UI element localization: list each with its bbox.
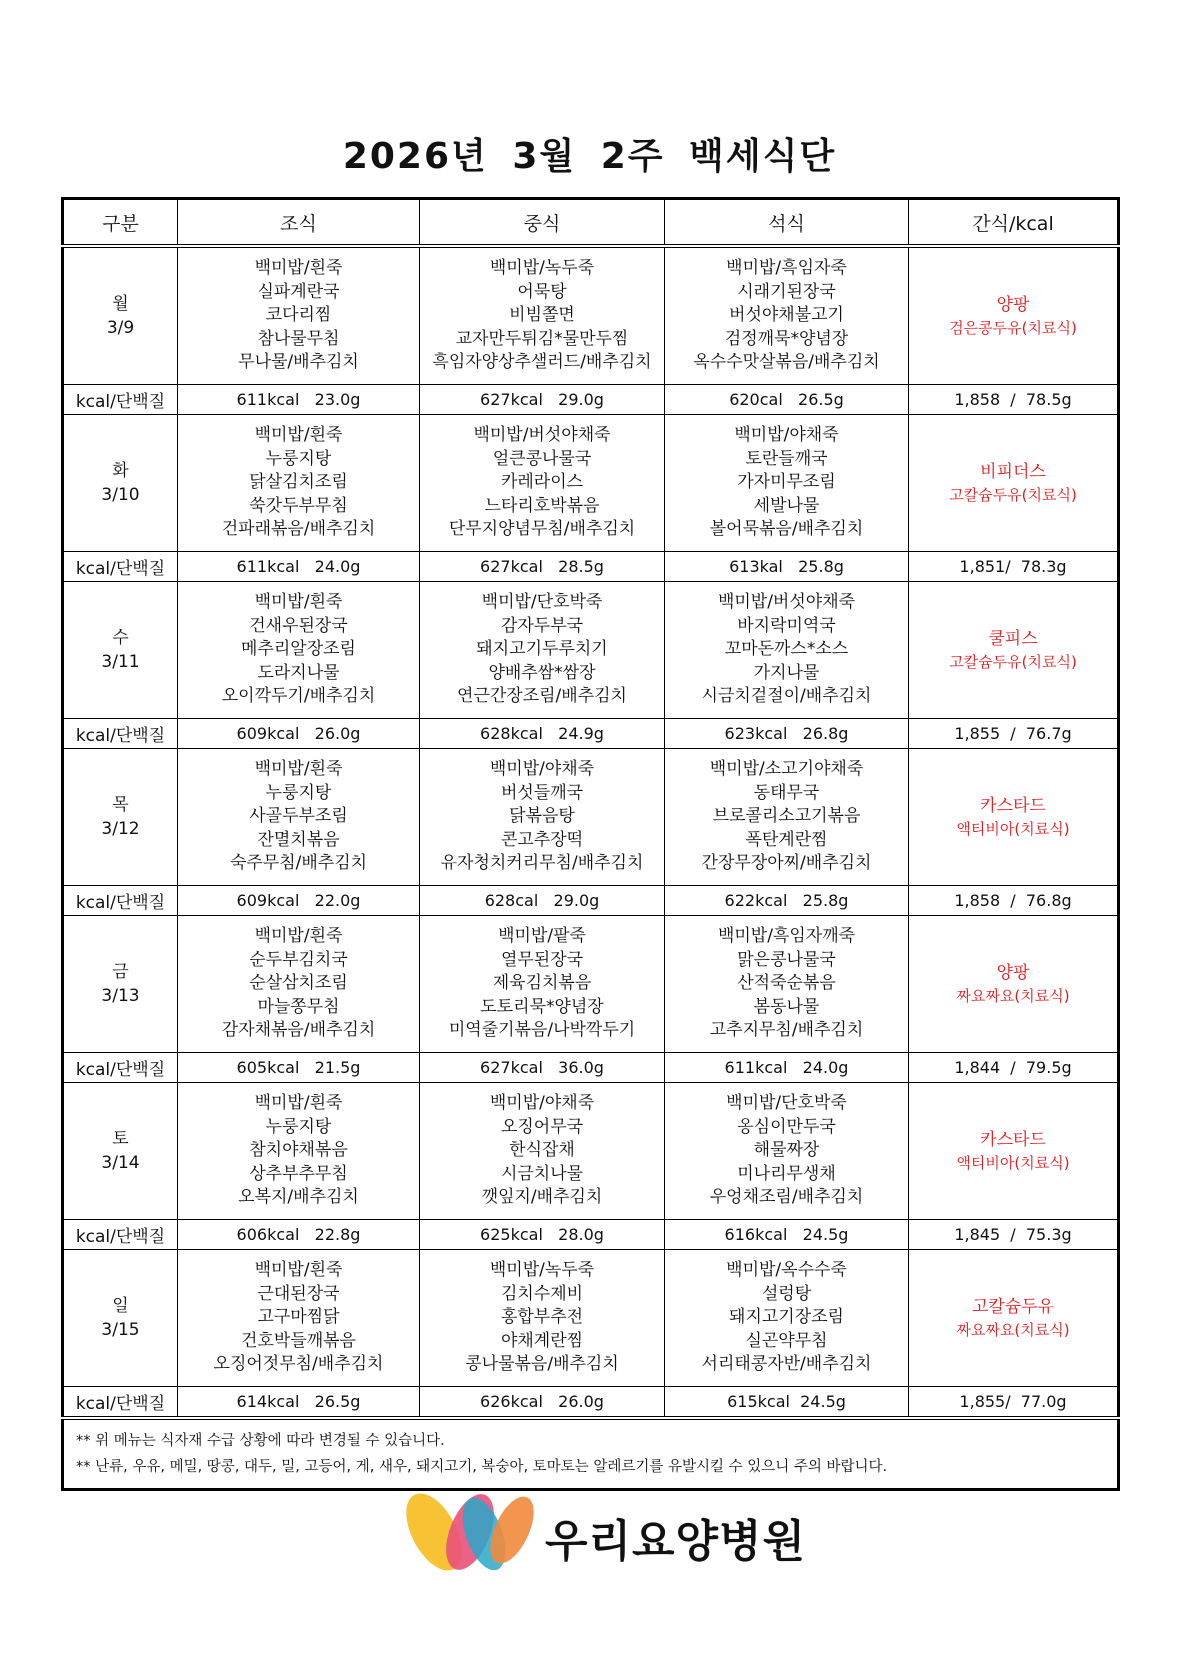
day-date: 3/11 xyxy=(101,652,140,672)
dish-item: 간장무장아찌/배추김치 xyxy=(701,853,872,874)
day-name: 토 xyxy=(112,1129,129,1149)
snack-therapy: 검은콩두유(치료식) xyxy=(949,319,1077,337)
dish-item: 검정깨묵*양념장 xyxy=(724,328,849,349)
kcal-label: kcal/단백질 xyxy=(63,385,178,415)
lunch-cell xyxy=(420,916,665,1053)
kcal-label: kcal/단백질 xyxy=(63,552,178,582)
snack-cell xyxy=(909,582,1119,719)
snack-cell xyxy=(909,916,1119,1053)
dinner-cell xyxy=(665,1250,909,1387)
day-cell xyxy=(63,749,178,886)
kcal-row xyxy=(63,552,1119,582)
day-name: 목 xyxy=(112,795,129,815)
dish-item: 봄동나물 xyxy=(753,996,820,1017)
dish-item: 유자청치커리무침/배추김치 xyxy=(440,853,644,874)
dish-item: 콘고추장떡 xyxy=(500,829,584,850)
dish-item: 쑥갓두부무침 xyxy=(249,495,348,516)
dish-item: 감자두부국 xyxy=(500,615,584,636)
dish-item: 시금치겉절이/배추김치 xyxy=(701,686,872,707)
dish-item: 고구마찜닭 xyxy=(257,1307,340,1328)
dish-item: 어묵탕 xyxy=(517,281,567,302)
dish-item: 백미밥/흑임자깨죽 xyxy=(717,926,856,947)
dish-item: 가지나물 xyxy=(753,662,820,683)
dish-item: 동태무국 xyxy=(753,782,820,803)
dish-item: 흑임자양상추샐러드/배추김치 xyxy=(432,352,652,373)
day-menu-row xyxy=(63,415,1119,552)
kcal-snack: 1,855 / 76.7g xyxy=(909,719,1119,749)
dish-item: 백미밥/버섯야채죽 xyxy=(717,592,856,613)
day-date: 3/9 xyxy=(106,318,135,338)
dish-item: 미역줄기볶음/나박깍두기 xyxy=(448,1020,636,1041)
dish-item: 설렁탕 xyxy=(761,1283,812,1304)
dish-item: 맑은콩나물국 xyxy=(737,949,836,970)
menu-table xyxy=(61,197,1120,1491)
breakfast-cell xyxy=(178,749,420,886)
dish-item: 메추리알장조림 xyxy=(241,639,356,660)
dish-item: 도토리묵*양념장 xyxy=(480,996,604,1017)
day-menu-row xyxy=(63,1083,1119,1220)
note-line: ** 위 메뉴는 식자재 수급 상황에 따라 변경될 수 있습니다. xyxy=(76,1433,445,1449)
snack-name: 비피더스 xyxy=(980,462,1046,482)
dish-item: 건호박들깨볶음 xyxy=(241,1330,356,1351)
dish-item: 서리태콩자반/배추김치 xyxy=(701,1354,872,1375)
kcal-label: kcal/단백질 xyxy=(63,1220,178,1250)
dish-item: 백미밥/단호박죽 xyxy=(481,592,603,613)
kcal-lunch: 627kcal 28.5g xyxy=(420,552,665,582)
kcal-lunch: 628kcal 24.9g xyxy=(420,719,665,749)
day-cell xyxy=(63,582,178,719)
dish-item: 옥수수맛살볶음/배추김치 xyxy=(693,352,880,373)
dinner-cell xyxy=(665,246,909,385)
dish-item: 고추지무침/배추김치 xyxy=(709,1020,864,1041)
day-menu-row xyxy=(63,1250,1119,1387)
snack-therapy: 고칼슘두유(치료식) xyxy=(949,486,1077,504)
snack-therapy: 액티비아(치료식) xyxy=(956,820,1070,838)
dish-item: 얼큰콩나물국 xyxy=(492,448,592,469)
day-menu-row xyxy=(63,582,1119,719)
dish-item: 백미밥/흰죽 xyxy=(254,258,343,279)
dish-item: 버섯야채불고기 xyxy=(729,305,844,326)
dish-item: 백미밥/야채죽 xyxy=(489,759,595,780)
day-cell xyxy=(63,415,178,552)
kcal-breakfast: 611kcal 24.0g xyxy=(178,552,420,582)
dish-item: 잔멸치볶음 xyxy=(257,829,340,850)
day-cell xyxy=(63,1083,178,1220)
page-title: 2026년 3월 2주 백세식단 xyxy=(342,136,837,177)
day-name: 일 xyxy=(112,1296,129,1316)
dish-item: 김치수제비 xyxy=(500,1283,584,1304)
dish-item: 시금치나물 xyxy=(500,1163,584,1184)
dinner-cell xyxy=(665,582,909,719)
kcal-dinner: 616kcal 24.5g xyxy=(665,1220,909,1250)
snack-cell xyxy=(909,415,1119,552)
day-menu-row xyxy=(63,749,1119,886)
dish-item: 백미밥/야채죽 xyxy=(489,1093,595,1114)
note-line: ** 난류, 우유, 메밀, 땅콩, 대두, 밀, 고등어, 게, 새우, 돼지고기, 복숭아, 토마토는 알레르기를 유발시킬 수 있으니 주의 바랍니다. xyxy=(76,1459,888,1475)
dish-item: 양배추쌈*쌈장 xyxy=(488,662,596,683)
snack-cell xyxy=(909,749,1119,886)
notes-cell xyxy=(63,1418,1119,1490)
kcal-snack: 1,844 / 79.5g xyxy=(909,1053,1119,1083)
day-date: 3/10 xyxy=(101,485,140,505)
kcal-snack: 1,845 / 75.3g xyxy=(909,1220,1119,1250)
dinner-cell xyxy=(665,749,909,886)
dinner-cell xyxy=(665,916,909,1053)
dish-item: 마늘쫑무침 xyxy=(257,996,340,1017)
lunch-cell xyxy=(420,1250,665,1387)
dish-item: 열무된장국 xyxy=(500,949,584,970)
dish-item: 사골두부조림 xyxy=(249,806,348,827)
dish-item: 바지락미역국 xyxy=(737,615,836,636)
dish-item: 꼬마돈까스*소스 xyxy=(724,639,849,660)
kcal-row xyxy=(63,1053,1119,1083)
kcal-snack: 1,851/ 78.3g xyxy=(909,552,1119,582)
dish-item: 백미밥/흰죽 xyxy=(254,926,343,947)
dish-item: 옹심이만두국 xyxy=(737,1116,836,1137)
kcal-label: kcal/단백질 xyxy=(63,1053,178,1083)
breakfast-cell xyxy=(178,1083,420,1220)
day-name: 월 xyxy=(112,294,129,314)
dish-item: 폭탄계란찜 xyxy=(745,829,828,850)
dish-item: 느타리호박볶음 xyxy=(484,495,600,516)
menu-body xyxy=(63,246,1119,1418)
dish-item: 백미밥/옥수수죽 xyxy=(726,1260,847,1281)
kcal-lunch: 627kcal 29.0g xyxy=(420,385,665,415)
dish-item: 백미밥/녹두죽 xyxy=(489,258,595,279)
lunch-cell xyxy=(420,415,665,552)
dish-item: 근대된장국 xyxy=(257,1283,340,1304)
dinner-cell xyxy=(665,415,909,552)
dish-item: 무나물/배추김치 xyxy=(238,352,359,373)
breakfast-cell xyxy=(178,1250,420,1387)
day-date: 3/14 xyxy=(101,1153,140,1173)
dish-item: 백미밥/녹두죽 xyxy=(489,1260,595,1281)
dish-item: 순두부김치국 xyxy=(249,949,348,970)
kcal-snack: 1,858 / 78.5g xyxy=(909,385,1119,415)
kcal-dinner: 615kcal 24.5g xyxy=(665,1387,909,1419)
dish-item: 참나물무침 xyxy=(257,328,340,349)
dish-item: 참치야채볶음 xyxy=(249,1140,348,1161)
day-name: 화 xyxy=(112,461,129,481)
snack-name: 고칼슘두유 xyxy=(971,1297,1055,1317)
snack-name: 카스타드 xyxy=(980,796,1046,816)
lunch-cell xyxy=(420,246,665,385)
dish-item: 볼어묵볶음/배추김치 xyxy=(709,519,864,540)
dish-item: 누룽지탕 xyxy=(265,1116,332,1137)
dish-item: 홍합부추전 xyxy=(500,1307,584,1328)
kcal-label: kcal/단백질 xyxy=(63,886,178,916)
day-name: 수 xyxy=(112,628,129,648)
dish-item: 백미밥/흑임자죽 xyxy=(726,258,847,279)
dish-item: 깻잎지/배추김치 xyxy=(481,1187,603,1208)
day-menu-row xyxy=(63,246,1119,385)
lunch-cell xyxy=(420,582,665,719)
kcal-breakfast: 609kcal 26.0g xyxy=(178,719,420,749)
dish-item: 세발나물 xyxy=(753,495,820,516)
snack-therapy: 액티비아(치료식) xyxy=(956,1154,1070,1172)
kcal-row xyxy=(63,1220,1119,1250)
dish-item: 야채계란찜 xyxy=(500,1330,584,1351)
dish-item: 가자미무조림 xyxy=(737,472,836,493)
dish-item: 도라지나물 xyxy=(257,662,340,683)
dish-item: 백미밥/소고기야채죽 xyxy=(709,759,864,780)
dish-item: 감자채볶음/배추김치 xyxy=(221,1020,376,1041)
dish-item: 미나리무생채 xyxy=(737,1163,836,1184)
kcal-row xyxy=(63,1387,1119,1419)
dish-item: 실파계란국 xyxy=(257,281,340,302)
dish-item: 백미밥/흰죽 xyxy=(254,592,343,613)
lunch-cell xyxy=(420,749,665,886)
dish-item: 오이깍두기/배추김치 xyxy=(221,686,376,707)
breakfast-cell xyxy=(178,246,420,385)
dish-item: 제육김치볶음 xyxy=(492,973,592,994)
breakfast-cell xyxy=(178,916,420,1053)
dish-item: 오징어젓무침/배추김치 xyxy=(213,1354,384,1375)
dish-item: 콩나물볶음/배추김치 xyxy=(465,1354,619,1375)
kcal-breakfast: 614kcal 26.5g xyxy=(178,1387,420,1419)
snack-cell xyxy=(909,1250,1119,1387)
kcal-lunch: 626kcal 26.0g xyxy=(420,1387,665,1419)
dish-item: 순살삼치조림 xyxy=(249,973,348,994)
snack-therapy: 짜요짜요(치료식) xyxy=(956,1321,1070,1339)
kcal-breakfast: 605kcal 21.5g xyxy=(178,1053,420,1083)
kcal-dinner: 613kal 25.8g xyxy=(665,552,909,582)
dish-item: 토란들깨국 xyxy=(745,448,828,469)
dish-item: 누룽지탕 xyxy=(265,782,332,803)
dish-item: 한식잡채 xyxy=(509,1140,575,1161)
dish-item: 비빔쫄면 xyxy=(509,305,575,326)
dish-item: 산적죽순볶음 xyxy=(737,973,836,994)
snack-name: 양팡 xyxy=(996,963,1030,983)
header-breakfast: 조식 xyxy=(178,199,420,247)
lunch-cell xyxy=(420,1083,665,1220)
kcal-dinner: 622kcal 25.8g xyxy=(665,886,909,916)
kcal-breakfast: 609kcal 22.0g xyxy=(178,886,420,916)
kcal-lunch: 628cal 29.0g xyxy=(420,886,665,916)
notes-row xyxy=(63,1418,1119,1490)
kcal-breakfast: 606kcal 22.8g xyxy=(178,1220,420,1250)
dish-item: 백미밥/야채죽 xyxy=(734,425,839,446)
snack-therapy: 고칼슘두유(치료식) xyxy=(949,653,1077,671)
dish-item: 브로콜리소고기볶음 xyxy=(712,806,861,827)
dish-item: 시래기된장국 xyxy=(737,281,836,302)
dish-item: 오복지/배추김치 xyxy=(238,1187,359,1208)
header-lunch: 중식 xyxy=(420,199,665,247)
kcal-breakfast: 611kcal 23.0g xyxy=(178,385,420,415)
snack-therapy: 짜요짜요(치료식) xyxy=(956,987,1070,1005)
hospital-name: 우리요양병원 xyxy=(545,1516,807,1567)
snack-cell xyxy=(909,246,1119,385)
dish-item: 건새우된장국 xyxy=(249,615,348,636)
kcal-snack: 1,858 / 76.8g xyxy=(909,886,1119,916)
dish-item: 단무지양념무침/배추김치 xyxy=(448,519,636,540)
dish-item: 백미밥/흰죽 xyxy=(254,1260,343,1281)
dish-item: 백미밥/흰죽 xyxy=(254,759,343,780)
dish-item: 코다리찜 xyxy=(265,305,332,326)
dish-item: 오징어무국 xyxy=(500,1116,584,1137)
snack-name: 카스타드 xyxy=(980,1130,1046,1150)
header-snack: 간식/kcal xyxy=(909,199,1119,247)
day-cell xyxy=(63,916,178,1053)
dish-item: 숙주무침/배추김치 xyxy=(229,853,368,874)
dish-item: 해물짜장 xyxy=(753,1140,820,1161)
kcal-label: kcal/단백질 xyxy=(63,1387,178,1419)
dish-item: 카레라이스 xyxy=(500,472,584,493)
day-date: 3/15 xyxy=(101,1320,140,1340)
dish-item: 누룽지탕 xyxy=(265,448,332,469)
kcal-lunch: 625kcal 28.0g xyxy=(420,1220,665,1250)
dish-item: 건파래볶음/배추김치 xyxy=(221,519,376,540)
kcal-row xyxy=(63,719,1119,749)
kcal-dinner: 611kcal 24.0g xyxy=(665,1053,909,1083)
dish-item: 백미밥/흰죽 xyxy=(254,1093,343,1114)
dinner-cell xyxy=(665,1083,909,1220)
snack-name: 양팡 xyxy=(996,295,1030,315)
dish-item: 돼지고기장조림 xyxy=(729,1307,844,1328)
kcal-snack: 1,855/ 77.0g xyxy=(909,1387,1119,1419)
day-cell xyxy=(63,1250,178,1387)
kcal-dinner: 620cal 26.5g xyxy=(665,385,909,415)
kcal-row xyxy=(63,886,1119,916)
day-cell xyxy=(63,246,178,385)
dish-item: 닭살김치조림 xyxy=(249,472,348,493)
day-date: 3/13 xyxy=(101,986,140,1006)
day-name: 금 xyxy=(112,962,129,982)
header-dinner: 석식 xyxy=(665,199,909,247)
day-date: 3/12 xyxy=(101,819,140,839)
dish-item: 백미밥/버섯야채죽 xyxy=(473,425,611,446)
dish-item: 돼지고기두루치기 xyxy=(476,639,608,660)
dish-item: 백미밥/팥죽 xyxy=(498,926,586,947)
dish-item: 연근간장조림/배추김치 xyxy=(457,686,627,707)
kcal-row xyxy=(63,385,1119,415)
header-row xyxy=(63,199,1119,247)
dish-item: 실곤약무침 xyxy=(745,1330,828,1351)
kcal-label: kcal/단백질 xyxy=(63,719,178,749)
dish-item: 상추부추무침 xyxy=(249,1163,348,1184)
breakfast-cell xyxy=(178,582,420,719)
header-category: 구분 xyxy=(63,199,178,247)
dish-item: 버섯들깨국 xyxy=(500,782,584,803)
kcal-lunch: 627kcal 36.0g xyxy=(420,1053,665,1083)
breakfast-cell xyxy=(178,415,420,552)
kcal-dinner: 623kcal 26.8g xyxy=(665,719,909,749)
dish-item: 닭볶음탕 xyxy=(509,806,575,827)
dish-item: 교자만두튀김*물만두찜 xyxy=(455,328,629,349)
dish-item: 우엉채조림/배추김치 xyxy=(709,1187,864,1208)
dish-item: 백미밥/단호박죽 xyxy=(726,1093,847,1114)
snack-cell xyxy=(909,1083,1119,1220)
day-menu-row xyxy=(63,916,1119,1053)
dish-item: 백미밥/흰죽 xyxy=(254,425,343,446)
snack-name: 쿨피스 xyxy=(988,629,1038,649)
